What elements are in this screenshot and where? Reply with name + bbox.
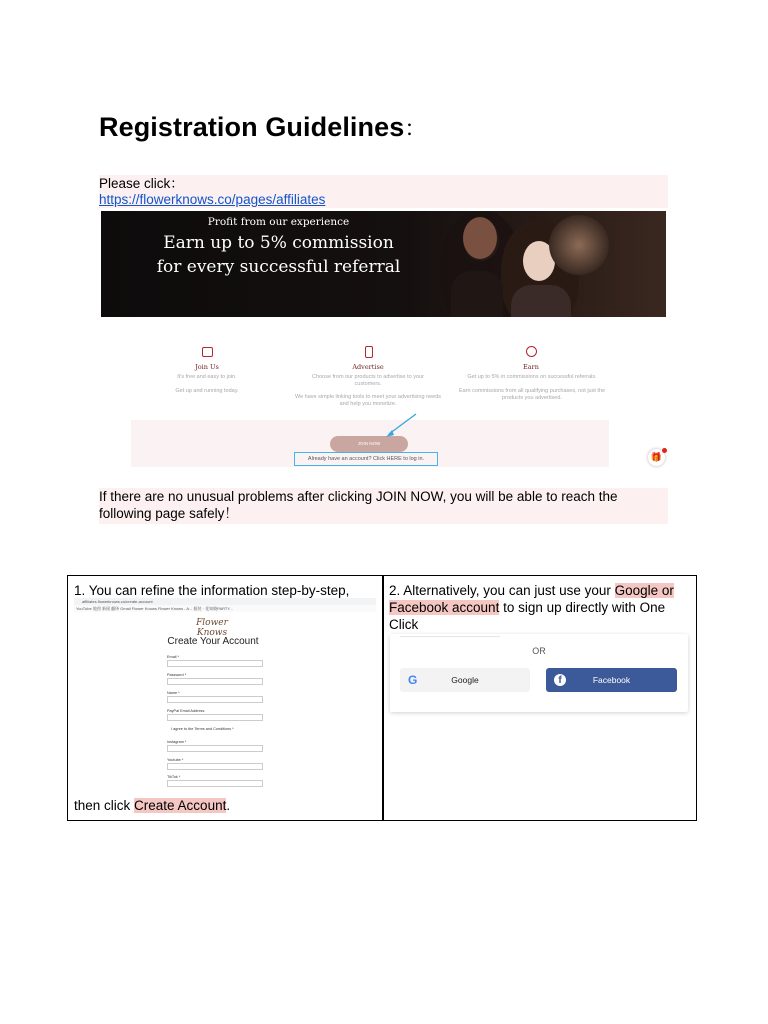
password-label: Password * (167, 673, 187, 677)
google-label: Google (451, 675, 479, 685)
after-join-text: If there are no unusual problems after clicking JOIN NOW, you will be able to reach the following page safely！ (99, 489, 618, 521)
banner-subtitle: Profit from our experience (207, 216, 350, 228)
browser-url-bar: affiliates.flowerknows.co/create-account (74, 598, 376, 605)
youtube-field[interactable] (167, 763, 263, 770)
then-click-prefix: then click (74, 798, 135, 813)
step-title-earn: Earn (523, 363, 539, 371)
table-divider (382, 576, 384, 820)
step-join-line-1: It's free and easy to join. (177, 374, 237, 380)
create-account-screenshot (74, 598, 376, 794)
facebook-button[interactable] (546, 668, 677, 692)
notification-dot (662, 448, 667, 453)
paypal-label: PayPal Email Address (167, 709, 205, 713)
terms-checkbox-label[interactable]: I agree to the Terms and Conditions * (171, 727, 234, 731)
facebook-label: Facebook (592, 675, 631, 685)
create-account-highlight: Create Account (134, 798, 227, 813)
instagram-label: Instagram * (167, 740, 187, 744)
flowerknows-logo: Flower Knows (196, 618, 228, 638)
facebook-icon: f (554, 674, 566, 686)
model-dress-2 (451, 271, 503, 317)
mail-icon (202, 347, 213, 357)
phone-icon (365, 346, 373, 358)
card-top-rule (400, 636, 500, 637)
email-label: Email * (167, 655, 180, 659)
google-button[interactable] (400, 668, 530, 692)
affiliate-banner (101, 211, 666, 317)
password-field[interactable] (167, 678, 263, 685)
coin-icon (526, 346, 537, 357)
login-link-box[interactable]: Already have an account? Click HERE to log in. (294, 452, 438, 466)
page-title: Registration Guidelines： (99, 112, 427, 142)
instagram-field[interactable] (167, 745, 263, 752)
gift-icon[interactable]: 🎁 (648, 449, 665, 466)
then-click-end: . (226, 798, 231, 813)
banner-headline-1: Earn up to 5% commission (163, 233, 394, 253)
model-face-1 (463, 217, 497, 259)
name-label: Name * (167, 691, 180, 695)
model-dress (511, 285, 571, 317)
banner-headline-2: for every successful referral (156, 257, 401, 277)
social-login-card (390, 634, 688, 712)
name-field[interactable] (167, 696, 263, 703)
cell2-prefix: 2. Alternatively, you can just use your (389, 583, 615, 598)
youtube-label: Youtube * (167, 758, 184, 762)
create-account-heading: Create Your Account (167, 636, 259, 647)
affiliates-link[interactable]: https://flowerknows.co/pages/affiliates (99, 192, 326, 207)
google-facebook-highlight: Google or Facebook account (389, 583, 674, 615)
browser-bookmarks-bar: YouTube 地图 新闻 翻译 Gmail Flower Knows Flower Knows - A... 服装 · 花知晓PARTY... (74, 605, 376, 612)
step-title-join: Join Us (195, 363, 219, 371)
cell1-text: 1. You can refine the information step-by-step, (74, 583, 350, 598)
crown-ornament (549, 215, 609, 275)
google-icon: G (408, 673, 418, 687)
step-advertise-line-2: We have simple linking tools to meet your advertising needs and help you monetize. (294, 394, 442, 407)
email-field[interactable] (167, 660, 263, 667)
step-earn-line-1: Get up to 5% in commissions on successful referrals. (467, 374, 597, 380)
cell2-suffix: to sign up directly with One Click (389, 600, 666, 632)
please-click-text: Please click： (99, 176, 184, 191)
paypal-field[interactable] (167, 714, 263, 721)
affiliate-steps (101, 332, 666, 467)
tiktok-field[interactable] (167, 780, 263, 787)
or-divider: OR (532, 646, 546, 656)
step-join-line-2: Get up and running today. (175, 388, 239, 394)
then-click-text (74, 797, 230, 814)
step-title-advertise: Advertise (352, 363, 384, 371)
arrow-annotation-icon (383, 412, 419, 440)
tiktok-label: TikTok * (167, 775, 181, 779)
step-earn-line-2: Earn commissions from all qualifying purchases, not just the products you advertised. (458, 388, 606, 401)
cell2-text (389, 582, 691, 633)
step-advertise-line-1: Choose from our products to advertise to your customers. (312, 374, 424, 387)
join-now-button[interactable]: JOIN NOW (330, 436, 408, 452)
